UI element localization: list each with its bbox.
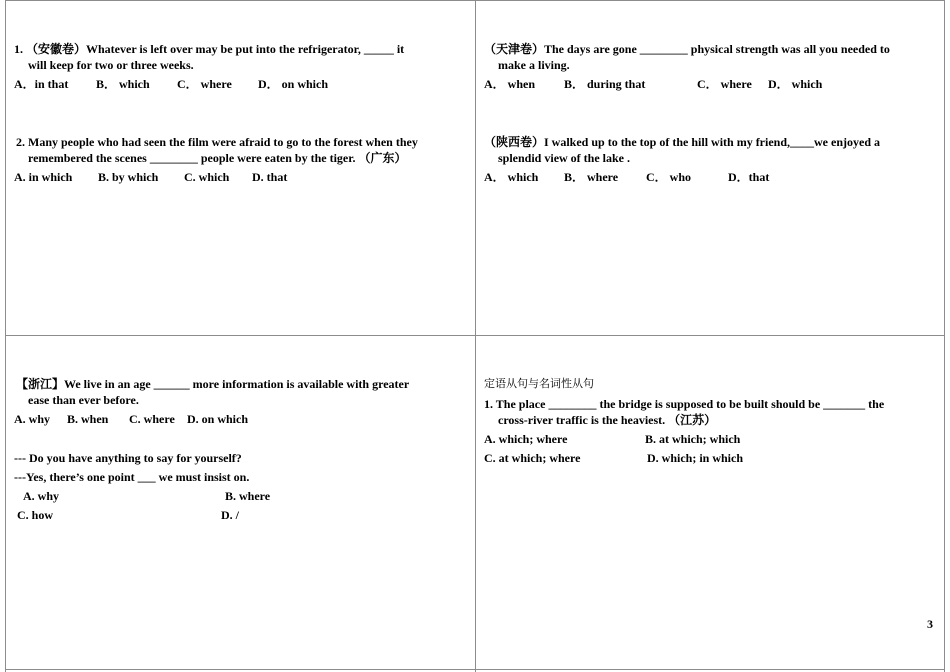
question-6-options-row-1 xyxy=(14,488,469,504)
question-7-options-row-2 xyxy=(484,450,939,466)
left-border xyxy=(5,0,6,672)
option-b: B． where xyxy=(564,170,619,184)
option-b: B. at which; which xyxy=(645,432,741,446)
option-c: C. how xyxy=(17,508,54,522)
question-2-options xyxy=(14,169,469,185)
option-b: B. when xyxy=(67,412,109,426)
question-5-options xyxy=(14,411,469,427)
option-a: A. which; where xyxy=(484,432,568,446)
option-d: D. / xyxy=(221,508,239,522)
question-3-stem: （天津卷）The days are gone ________ physical strength was all you needed to xyxy=(484,42,890,56)
option-c: C. where xyxy=(129,412,175,426)
question-6 xyxy=(14,450,469,523)
question-2-stem: 2. Many people who had seen the film were afraid to go to the forest when they xyxy=(16,135,418,149)
question-1 xyxy=(14,41,469,92)
option-c: C． where xyxy=(177,77,232,91)
option-d: D. on which xyxy=(187,412,249,426)
option-c: C． where xyxy=(697,77,752,91)
question-5 xyxy=(14,376,469,427)
question-4-stem-cont: splendid view of the lake . xyxy=(498,151,631,165)
option-c: C. which xyxy=(184,170,230,184)
option-b: B. by which xyxy=(98,170,159,184)
top-border xyxy=(5,0,945,1)
option-d: D． on which xyxy=(258,77,329,91)
question-7-stem: 1. The place ________ the bridge is supposed to be built should be _______ the xyxy=(484,397,885,411)
right-border xyxy=(944,0,945,672)
option-a: A． when xyxy=(484,77,536,91)
question-3-options xyxy=(484,76,939,92)
option-a: A. why xyxy=(14,412,51,426)
option-b: B. where xyxy=(225,489,271,503)
option-d: D. which; in which xyxy=(647,451,744,465)
option-a: A．in that xyxy=(14,77,69,91)
question-1-stem-cont: will keep for two or three weeks. xyxy=(28,58,194,72)
question-1-stem: 1. （安徽卷）Whatever is left over may be put into the refrigerator, _____ it xyxy=(14,42,405,56)
question-4 xyxy=(484,134,939,185)
bottom-border xyxy=(5,669,945,670)
question-4-options xyxy=(484,169,939,185)
option-a: A. in which xyxy=(14,170,73,184)
option-a: A． which xyxy=(484,170,539,184)
question-3 xyxy=(484,41,939,92)
option-c: C． who xyxy=(646,170,692,184)
question-4-stem: （陕西卷）I walked up to the top of the hill with my friend,____we enjoyed a xyxy=(484,135,881,149)
question-7-options-row-1 xyxy=(484,431,939,447)
question-2-stem-cont: remembered the scenes ________ people were eaten by the tiger. （广东） xyxy=(28,151,407,165)
option-a: A. why xyxy=(23,489,60,503)
question-6-prompt: --- Do you have anything to say for yourself? xyxy=(14,451,242,465)
page-number: 3 xyxy=(927,617,933,631)
question-2 xyxy=(14,134,469,185)
question-6-response: ---Yes, there’s one point ___ we must insist on. xyxy=(14,470,250,484)
question-7 xyxy=(484,376,939,466)
question-5-stem: 【浙江】We live in an age ______ more information is available with greater xyxy=(16,377,410,391)
question-1-options xyxy=(14,76,469,92)
option-d: D．that xyxy=(728,170,770,184)
section-heading: 定语从句与名词性从句 xyxy=(484,377,594,390)
option-b: B． which xyxy=(96,77,150,91)
option-b: B． during that xyxy=(564,77,646,91)
option-d: D． which xyxy=(768,77,823,91)
middle-divider xyxy=(5,335,945,336)
question-3-stem-cont: make a living. xyxy=(498,58,570,72)
option-d: D. that xyxy=(252,170,288,184)
question-6-options-row-2 xyxy=(14,507,469,523)
option-c: C. at which; where xyxy=(484,451,581,465)
question-5-stem-cont: ease than ever before. xyxy=(28,393,139,407)
question-7-stem-cont: cross-river traffic is the heaviest. （江苏） xyxy=(498,413,717,427)
center-divider xyxy=(475,0,476,672)
